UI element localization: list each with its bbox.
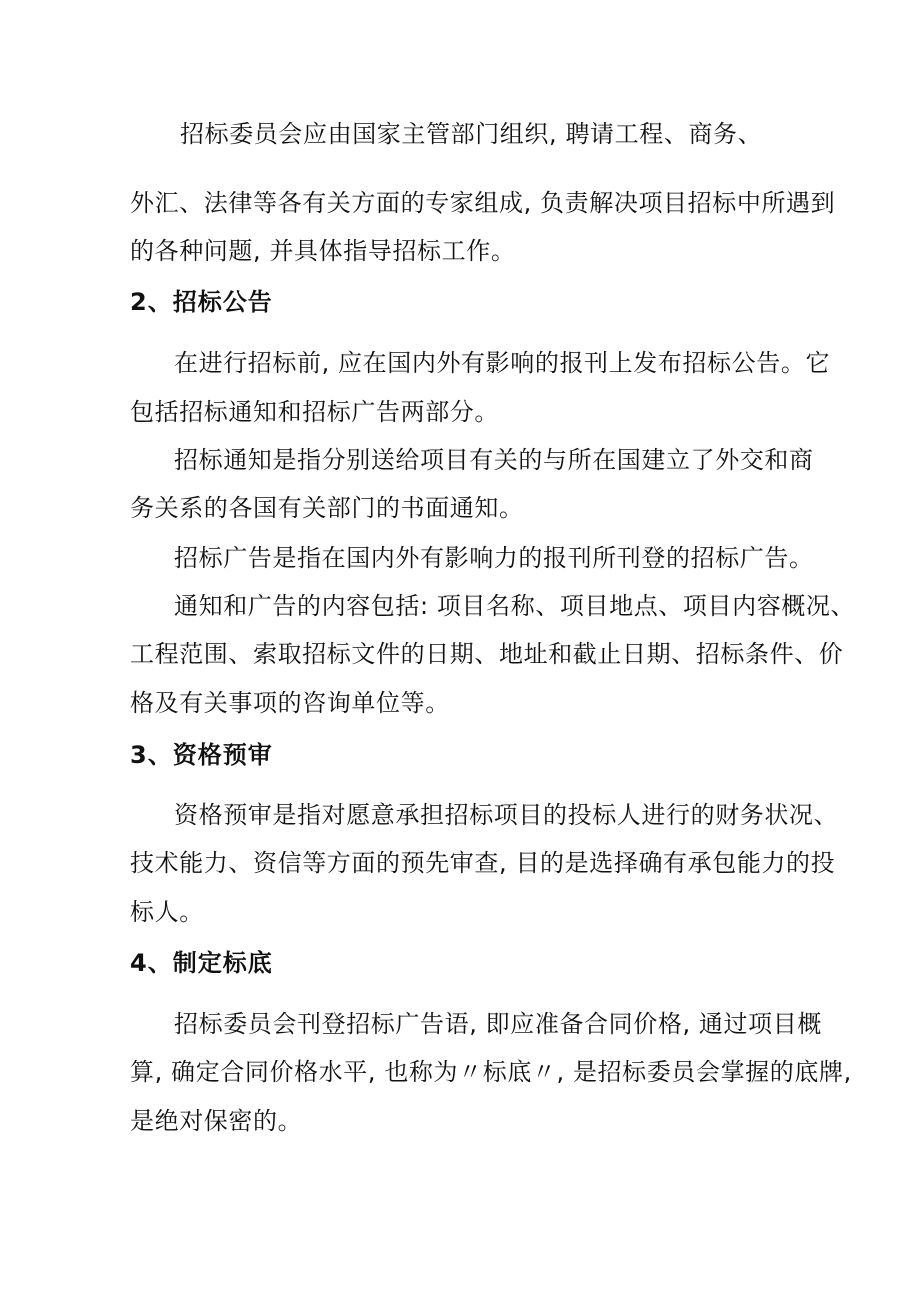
- paragraph-line: 招标通知是指分别送给项目有关的与所在国建立了外交和商: [174, 446, 814, 474]
- paragraph-line: 算, 确定合同价格水平, 也称为〃标底〃, 是招标委员会掌握的底牌,: [130, 1058, 852, 1086]
- paragraph-line: 的各种问题, 并具体指导招标工作。: [130, 237, 516, 265]
- paragraph-line: 技术能力、资信等方面的预先审查, 目的是选择确有承包能力的投: [130, 849, 836, 877]
- paragraph-line: 务关系的各国有关部门的书面通知。: [130, 494, 524, 522]
- paragraph-line: 在进行招标前, 应在国内外有影响的报刊上发布招标公告。它: [174, 349, 831, 377]
- paragraph-line: 外汇、法律等各有关方面的专家组成, 负责解决项目招标中所遇到: [130, 189, 836, 217]
- paragraph-line: 通知和广告的内容包括: 项目名称、项目地点、项目内容概况、: [174, 592, 856, 620]
- paragraph-line: 招标委员会应由国家主管部门组织, 聘请工程、商务、: [180, 120, 763, 148]
- section-heading: 3、资格预审: [130, 741, 273, 769]
- paragraph-line: 资格预审是指对愿意承担招标项目的投标人进行的财务状况、: [174, 801, 839, 829]
- paragraph-line: 招标委员会刊登招标广告语, 即应准备合同价格, 通过项目概: [174, 1010, 822, 1038]
- paragraph-line: 招标广告是指在国内外有影响力的报刊所刊登的招标广告。: [174, 544, 814, 572]
- paragraph-line: 是绝对保密的。: [130, 1107, 303, 1135]
- paragraph-line: 包括招标通知和招标广告两部分。: [130, 398, 499, 426]
- section-heading: 4、制定标底: [130, 949, 273, 977]
- paragraph-line: 格及有关事项的咨询单位等。: [130, 689, 450, 717]
- paragraph-line: 标人。: [130, 898, 204, 926]
- paragraph-line: 工程范围、索取招标文件的日期、地址和截止日期、招标条件、价: [130, 640, 844, 668]
- section-heading: 2、招标公告: [130, 288, 273, 316]
